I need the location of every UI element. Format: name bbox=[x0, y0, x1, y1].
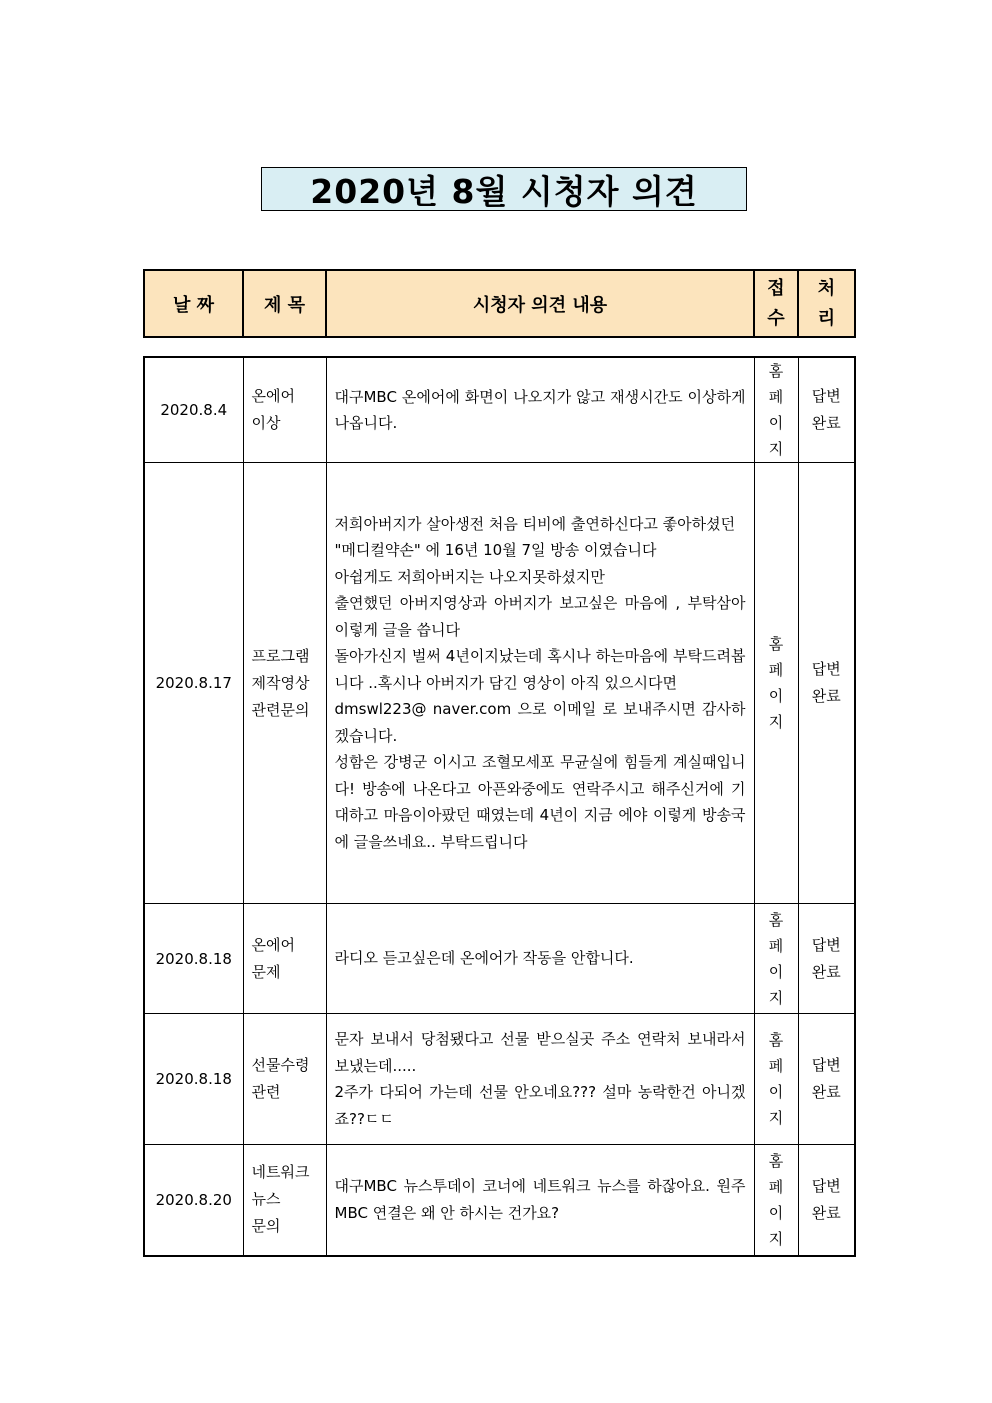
table-row bbox=[144, 1145, 855, 1256]
processed-line: 완료 bbox=[811, 1083, 841, 1101]
subject-line: 뉴스 bbox=[251, 1190, 281, 1209]
row-content bbox=[326, 463, 754, 904]
row-date: 2020.8.18 bbox=[144, 904, 243, 1014]
processed-line: 답변 bbox=[811, 935, 841, 954]
row-subject bbox=[243, 357, 326, 463]
header-processed-2: 리 bbox=[817, 307, 836, 329]
processed-line: 완료 bbox=[811, 414, 841, 432]
row-content: 대구MBC 온에어에 화면이 나오지가 않고 재생시간도 이상하게 나옵니다. bbox=[326, 357, 754, 463]
processed-line: 답변 bbox=[811, 387, 841, 405]
received-char: 이 bbox=[768, 1083, 784, 1101]
header-processed-1: 처 bbox=[817, 277, 836, 299]
row-received bbox=[754, 1145, 798, 1256]
received-char: 이 bbox=[768, 687, 784, 705]
row-received bbox=[754, 463, 798, 904]
header-table bbox=[143, 269, 856, 338]
received-char: 페 bbox=[768, 388, 784, 406]
received-char: 지 bbox=[768, 1229, 784, 1248]
table-row bbox=[144, 1014, 855, 1145]
subject-line: 문제 bbox=[251, 962, 281, 981]
content-line: 성함은 강병군 이시고 조혈모세포 무균실에 힘들게 계실때입니다! 방송에 나온다고 아픈와중에도 연락주시고 해주신거에 기대하고 마음이아팠던 때였는데 4년이 지금 에야 이렇게 방송국에 글을쓰네요.. 부탁드립니다 bbox=[334, 753, 746, 851]
row-processed bbox=[798, 1145, 855, 1256]
received-char: 페 bbox=[768, 1057, 784, 1075]
subject-line: 온에어 bbox=[251, 387, 295, 405]
table-row bbox=[144, 357, 855, 463]
content-line: 2주가 다되어 가는데 선물 안오네요??? 설마 농락한건 아니겠죠??ㄷㄷ bbox=[334, 1083, 746, 1128]
row-processed bbox=[798, 904, 855, 1014]
row-processed bbox=[798, 1014, 855, 1145]
received-char: 지 bbox=[768, 1109, 784, 1127]
subject-line: 온에어 bbox=[251, 935, 295, 954]
row-processed bbox=[798, 357, 855, 463]
header-received-2: 수 bbox=[767, 307, 785, 329]
document-title-box bbox=[261, 167, 747, 211]
subject-line: 제작영상 bbox=[251, 673, 310, 692]
subject-line: 관련문의 bbox=[251, 700, 310, 719]
row-content: 대구MBC 뉴스투데이 코너에 네트워크 뉴스를 하잖아요. 원주MBC 연결은 왜 안 하시는 건가요? bbox=[326, 1145, 754, 1256]
row-received bbox=[754, 1014, 798, 1145]
received-char: 홈 bbox=[768, 1031, 784, 1049]
row-date: 2020.8.20 bbox=[144, 1145, 243, 1256]
processed-line: 답변 bbox=[811, 1056, 841, 1074]
header-received bbox=[754, 270, 798, 337]
received-char: 지 bbox=[768, 713, 784, 731]
row-processed bbox=[798, 463, 855, 904]
header-received-1: 접 bbox=[767, 277, 785, 299]
row-subject bbox=[243, 904, 326, 1014]
content-line: 저희아버지가 살아생전 처음 티비에 출연하신다고 좋아하셨던 bbox=[334, 514, 736, 533]
processed-line: 답변 bbox=[811, 1176, 841, 1195]
document-title: 2020년 8월 시청자 의견 bbox=[310, 171, 698, 211]
row-received bbox=[754, 357, 798, 463]
received-char: 홈 bbox=[768, 910, 784, 929]
received-char: 이 bbox=[768, 962, 784, 981]
received-char: 홈 bbox=[768, 362, 784, 380]
processed-line: 완료 bbox=[811, 687, 841, 705]
header-date: 날 짜 bbox=[144, 270, 243, 337]
subject-line: 문의 bbox=[251, 1217, 281, 1236]
row-received bbox=[754, 904, 798, 1014]
row-subject bbox=[243, 1014, 326, 1145]
received-char: 지 bbox=[768, 988, 784, 1007]
subject-line: 선물수령 bbox=[251, 1056, 310, 1074]
received-char: 페 bbox=[768, 936, 784, 955]
row-content: 라디오 듣고싶은데 온에어가 작동을 안합니다. bbox=[326, 904, 754, 1014]
content-line: 출연했던 아버지영상과 아버지가 보고싶은 마음에 , 부탁삼아 이렇게 글을 씁니다 bbox=[334, 594, 746, 639]
processed-line: 완료 bbox=[811, 962, 841, 981]
received-char: 홈 bbox=[768, 1151, 784, 1170]
content-line: dmswl223@ naver.com 으로 이메일 로 보내주시면 감사하겠습니다. bbox=[334, 700, 746, 745]
received-char: 홈 bbox=[768, 635, 784, 653]
row-date: 2020.8.17 bbox=[144, 463, 243, 904]
received-char: 지 bbox=[768, 440, 784, 458]
row-date: 2020.8.18 bbox=[144, 1014, 243, 1145]
subject-line: 네트워크 bbox=[251, 1163, 310, 1182]
row-content bbox=[326, 1014, 754, 1145]
header-subject: 제 목 bbox=[243, 270, 326, 337]
row-date: 2020.8.4 bbox=[144, 357, 243, 463]
header-processed bbox=[798, 270, 855, 337]
content-line: 문자 보내서 당첨됐다고 선물 받으실곳 주소 연락처 보내라서 보냈는데..... bbox=[334, 1030, 746, 1075]
content-line: 아쉽게도 저희아버지는 나오지못하셨지만 bbox=[334, 567, 605, 586]
received-char: 페 bbox=[768, 661, 784, 679]
processed-line: 완료 bbox=[811, 1203, 841, 1222]
table-row bbox=[144, 904, 855, 1014]
subject-line: 이상 bbox=[251, 414, 281, 432]
header-row bbox=[144, 270, 855, 337]
row-subject bbox=[243, 463, 326, 904]
opinion-table bbox=[143, 356, 856, 1257]
row-subject bbox=[243, 1145, 326, 1256]
received-char: 페 bbox=[768, 1177, 784, 1196]
table-row bbox=[144, 463, 855, 904]
received-char: 이 bbox=[768, 414, 784, 432]
content-line: "메디컬약손" 에 16년 10월 7일 방송 이였습니다 bbox=[334, 541, 657, 560]
processed-line: 답변 bbox=[811, 660, 841, 678]
subject-line: 프로그램 bbox=[251, 646, 310, 665]
subject-line: 관련 bbox=[251, 1083, 281, 1101]
received-char: 이 bbox=[768, 1203, 784, 1222]
header-content: 시청자 의견 내용 bbox=[326, 270, 754, 337]
content-line: 돌아가신지 벌써 4년이지났는데 혹시나 하는마음에 부탁드려봅니다 ..혹시나 아버지가 담긴 영상이 아직 있으시다면 bbox=[334, 647, 746, 692]
